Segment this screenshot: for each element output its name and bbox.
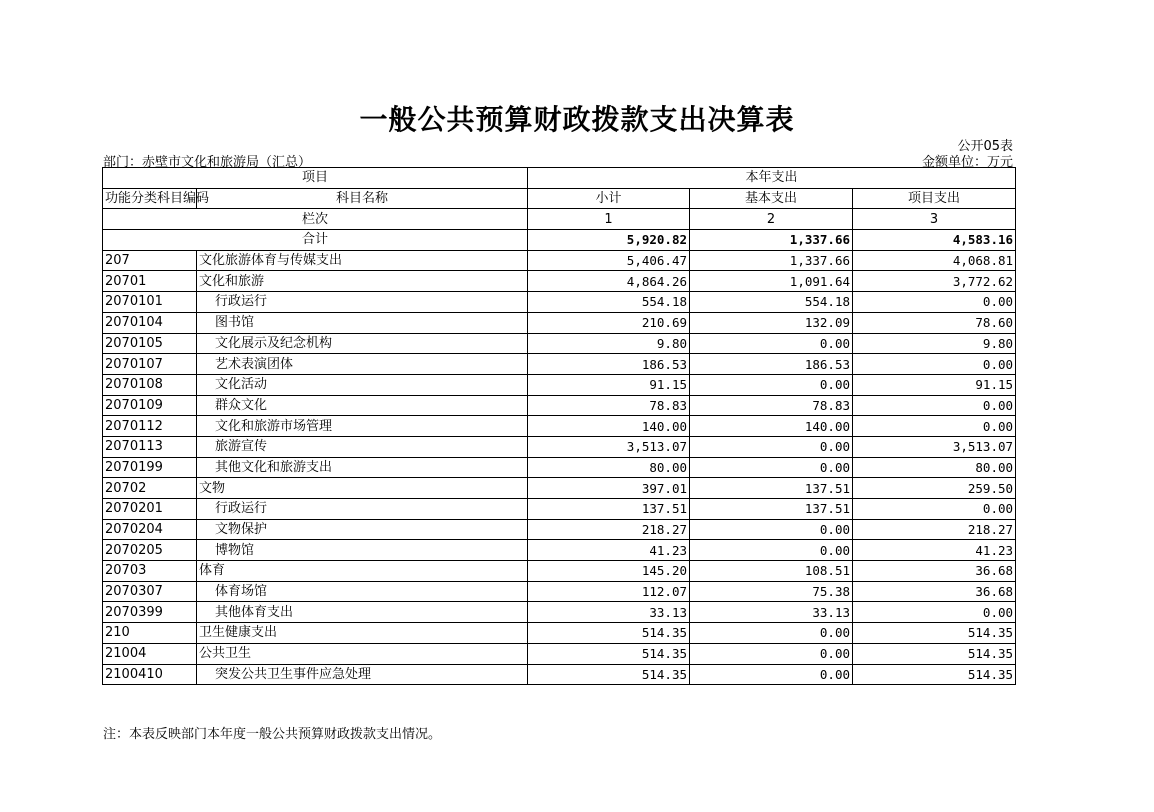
row-basic: 78.83 — [690, 395, 853, 416]
row-code: 21004 — [103, 643, 197, 664]
table-row — [103, 602, 1016, 623]
row-name: 其他文化和旅游支出 — [197, 457, 528, 478]
row-project: 41.23 — [853, 540, 1016, 561]
total-project: 4,583.16 — [853, 230, 1016, 251]
row-project: 3,513.07 — [853, 436, 1016, 457]
row-subtotal: 145.20 — [528, 561, 690, 582]
row-code: 2070107 — [103, 354, 197, 375]
table-row — [103, 664, 1016, 685]
row-basic: 186.53 — [690, 354, 853, 375]
row-subtotal: 9.80 — [528, 333, 690, 354]
column-number-3: 3 — [853, 209, 1016, 230]
row-name: 体育 — [197, 561, 528, 582]
row-basic: 0.00 — [690, 623, 853, 644]
row-name: 文物保护 — [197, 519, 528, 540]
table-row — [103, 643, 1016, 664]
table-row — [103, 436, 1016, 457]
row-code: 2070205 — [103, 540, 197, 561]
row-basic: 0.00 — [690, 643, 853, 664]
row-basic: 1,337.66 — [690, 250, 853, 271]
header-row-2 — [103, 188, 1016, 209]
row-project: 514.35 — [853, 623, 1016, 644]
table-row — [103, 581, 1016, 602]
row-subtotal: 91.15 — [528, 374, 690, 395]
row-name: 行政运行 — [197, 499, 528, 520]
department-label: 部门：赤壁市文化和旅游局（汇总） — [103, 155, 312, 170]
row-project: 0.00 — [853, 602, 1016, 623]
table-row — [103, 354, 1016, 375]
row-code: 20701 — [103, 271, 197, 292]
row-code: 2070104 — [103, 312, 197, 333]
row-name: 体育场馆 — [197, 581, 528, 602]
row-code: 20703 — [103, 561, 197, 582]
row-code: 2070105 — [103, 333, 197, 354]
row-basic: 33.13 — [690, 602, 853, 623]
table-row — [103, 271, 1016, 292]
row-project: 0.00 — [853, 354, 1016, 375]
row-name: 公共卫生 — [197, 643, 528, 664]
row-name: 文化旅游体育与传媒支出 — [197, 250, 528, 271]
header-row-1 — [103, 168, 1016, 189]
table-row — [103, 519, 1016, 540]
header-current-year: 本年支出 — [528, 168, 1016, 189]
header-project-exp: 项目支出 — [853, 188, 1016, 209]
table-code: 公开05表 — [957, 139, 1013, 154]
column-number-row — [103, 209, 1016, 230]
row-subtotal: 33.13 — [528, 602, 690, 623]
row-basic: 137.51 — [690, 478, 853, 499]
row-project: 259.50 — [853, 478, 1016, 499]
row-code: 207 — [103, 250, 197, 271]
row-subtotal: 140.00 — [528, 416, 690, 437]
row-code: 2070199 — [103, 457, 197, 478]
row-project: 78.60 — [853, 312, 1016, 333]
row-basic: 0.00 — [690, 374, 853, 395]
row-code: 2070201 — [103, 499, 197, 520]
row-code: 2070112 — [103, 416, 197, 437]
row-project: 0.00 — [853, 292, 1016, 313]
row-code: 2070113 — [103, 436, 197, 457]
row-basic: 0.00 — [690, 540, 853, 561]
row-subtotal: 80.00 — [528, 457, 690, 478]
row-name: 其他体育支出 — [197, 602, 528, 623]
row-project: 218.27 — [853, 519, 1016, 540]
table-row — [103, 416, 1016, 437]
row-name: 文化和旅游市场管理 — [197, 416, 528, 437]
row-name: 行政运行 — [197, 292, 528, 313]
row-project: 80.00 — [853, 457, 1016, 478]
row-basic: 0.00 — [690, 457, 853, 478]
row-project: 36.68 — [853, 581, 1016, 602]
row-subtotal: 112.07 — [528, 581, 690, 602]
row-basic: 108.51 — [690, 561, 853, 582]
row-name: 突发公共卫生事件应急处理 — [197, 664, 528, 685]
row-project: 4,068.81 — [853, 250, 1016, 271]
row-basic: 132.09 — [690, 312, 853, 333]
row-project: 0.00 — [853, 499, 1016, 520]
row-basic: 75.38 — [690, 581, 853, 602]
row-subtotal: 514.35 — [528, 623, 690, 644]
row-subtotal: 210.69 — [528, 312, 690, 333]
row-basic: 0.00 — [690, 333, 853, 354]
row-project: 36.68 — [853, 561, 1016, 582]
header-project: 项目 — [103, 168, 528, 189]
row-basic: 137.51 — [690, 499, 853, 520]
table-row — [103, 457, 1016, 478]
row-code: 2100410 — [103, 664, 197, 685]
row-name: 文化活动 — [197, 374, 528, 395]
row-subtotal: 514.35 — [528, 664, 690, 685]
row-basic: 0.00 — [690, 519, 853, 540]
row-name: 艺术表演团体 — [197, 354, 528, 375]
column-number-2: 2 — [690, 209, 853, 230]
header-func-code: 功能分类科目编码 — [103, 188, 197, 209]
row-name: 文化和旅游 — [197, 271, 528, 292]
table-row — [103, 333, 1016, 354]
table-row — [103, 478, 1016, 499]
row-subtotal: 554.18 — [528, 292, 690, 313]
row-subtotal: 186.53 — [528, 354, 690, 375]
footnote: 注：本表反映部门本年度一般公共预算财政拨款支出情况。 — [103, 727, 442, 742]
row-subtotal: 3,513.07 — [528, 436, 690, 457]
row-name: 博物馆 — [197, 540, 528, 561]
row-project: 3,772.62 — [853, 271, 1016, 292]
table-row — [103, 292, 1016, 313]
table-row — [103, 623, 1016, 644]
table-row — [103, 374, 1016, 395]
row-basic: 0.00 — [690, 664, 853, 685]
row-code: 20702 — [103, 478, 197, 499]
row-code: 2070108 — [103, 374, 197, 395]
row-code: 210 — [103, 623, 197, 644]
row-subtotal: 78.83 — [528, 395, 690, 416]
unit-label: 金额单位：万元 — [921, 155, 1013, 170]
column-number-1: 1 — [528, 209, 690, 230]
row-subtotal: 137.51 — [528, 499, 690, 520]
row-project: 514.35 — [853, 643, 1016, 664]
total-label: 合计 — [103, 230, 528, 251]
row-subtotal: 4,864.26 — [528, 271, 690, 292]
table-row — [103, 312, 1016, 333]
header-subject-name: 科目名称 — [197, 188, 528, 209]
row-project: 0.00 — [853, 416, 1016, 437]
row-subtotal: 514.35 — [528, 643, 690, 664]
row-name: 卫生健康支出 — [197, 623, 528, 644]
total-subtotal: 5,920.82 — [528, 230, 690, 251]
row-project: 9.80 — [853, 333, 1016, 354]
row-project: 514.35 — [853, 664, 1016, 685]
row-basic: 554.18 — [690, 292, 853, 313]
row-code: 2070204 — [103, 519, 197, 540]
row-project: 91.15 — [853, 374, 1016, 395]
row-subtotal: 218.27 — [528, 519, 690, 540]
total-row — [103, 230, 1016, 251]
row-project: 0.00 — [853, 395, 1016, 416]
header-basic: 基本支出 — [690, 188, 853, 209]
row-basic: 1,091.64 — [690, 271, 853, 292]
row-subtotal: 5,406.47 — [528, 250, 690, 271]
table-row — [103, 395, 1016, 416]
row-name: 文物 — [197, 478, 528, 499]
table-row — [103, 250, 1016, 271]
row-name: 群众文化 — [197, 395, 528, 416]
row-basic: 0.00 — [690, 436, 853, 457]
row-name: 图书馆 — [197, 312, 528, 333]
row-basic: 140.00 — [690, 416, 853, 437]
row-subtotal: 41.23 — [528, 540, 690, 561]
row-code: 2070109 — [103, 395, 197, 416]
table-row — [103, 540, 1016, 561]
page-title: 一般公共预算财政拨款支出决算表 — [359, 103, 795, 136]
row-subtotal: 397.01 — [528, 478, 690, 499]
row-name: 旅游宣传 — [197, 436, 528, 457]
row-code: 2070101 — [103, 292, 197, 313]
row-code: 2070399 — [103, 602, 197, 623]
expenditure-table — [102, 167, 1016, 685]
table-row — [103, 561, 1016, 582]
column-number-label: 栏次 — [103, 209, 528, 230]
row-name: 文化展示及纪念机构 — [197, 333, 528, 354]
total-basic: 1,337.66 — [690, 230, 853, 251]
header-subtotal: 小计 — [528, 188, 690, 209]
table-row — [103, 499, 1016, 520]
row-code: 2070307 — [103, 581, 197, 602]
